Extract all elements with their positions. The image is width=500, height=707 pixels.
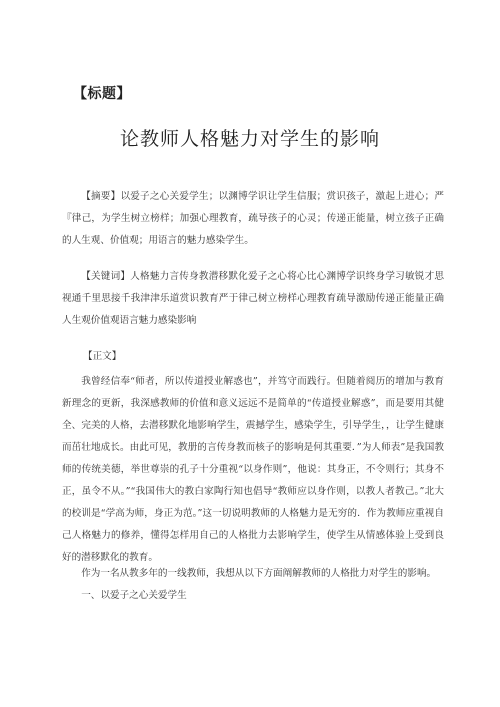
keywords-text: 人格魅力言传身教潜移默化爱子之心将心比心渊博学识终身学习敏锐才思视通千里思接千我津津乐道赏识教育严于律己树立榜样心理教育疏导激励传递正能量正确人生观价值观语言魅力感染影响: [62, 271, 445, 326]
keywords-paragraph: [62, 266, 444, 332]
abstract-tag: 【摘要】: [81, 191, 121, 202]
label-title: 【标题】: [73, 86, 131, 102]
section-heading-1: 一、以爱子之心关爱学生: [81, 590, 187, 601]
body-paragraph-1: 我曾经信奉“师者，所以传道授业解惑也”，并笃守而践行。但随着阅历的增加与教育新理念的更新，我深感教师的价值和意义远远不是简单的“传道授业解惑”，而是要用其健全、完美的人格，去潜移默化地影响学生，震撼学生，感染学生，引导学生，，让学生健康而茁壮地成长。由此可见，教册的言传身教而核子的影响是何其重要．”为人师表”是我国教师的传统美德，举世尊崇的孔子十分重视“以身作则”，他说：其身正，不令则行；其身不正，虽令不从。”“我国伟大的教白家陶行知也倡导“教师应以身作则，以教人者教己。”北大的校训是“学高为师，身正为范。”这一切说明教师的人格魅力是无穷的．作为教师应重视自己人格魅力的修养，懂得怎样用自己的人格批力去影响学生，使学生从情感体验上受到良好的潜移默化的教育。: [62, 376, 444, 563]
abstract-text: 以爱子之心关爱学生；以渊博学识让学生信服；赏识孩子，激起上进心；严『律己，为学生树立榜样；加强心理教育，疏导孩子的心灵；传递正能量，树立孩子正确的人生观、价值观；用语言的魅力感染学生。: [62, 191, 445, 246]
abstract-paragraph: [62, 186, 444, 252]
page-title: 论教师人格魅力对学生的影响: [119, 128, 380, 150]
body-tag: 【正文】: [83, 351, 122, 362]
body-paragraph-2: 作为一名从教多年的一线教师，我想从以下方面阐解教师的人格批力对学生的影响。: [81, 568, 437, 579]
keywords-tag: 【关键词】: [81, 271, 131, 282]
